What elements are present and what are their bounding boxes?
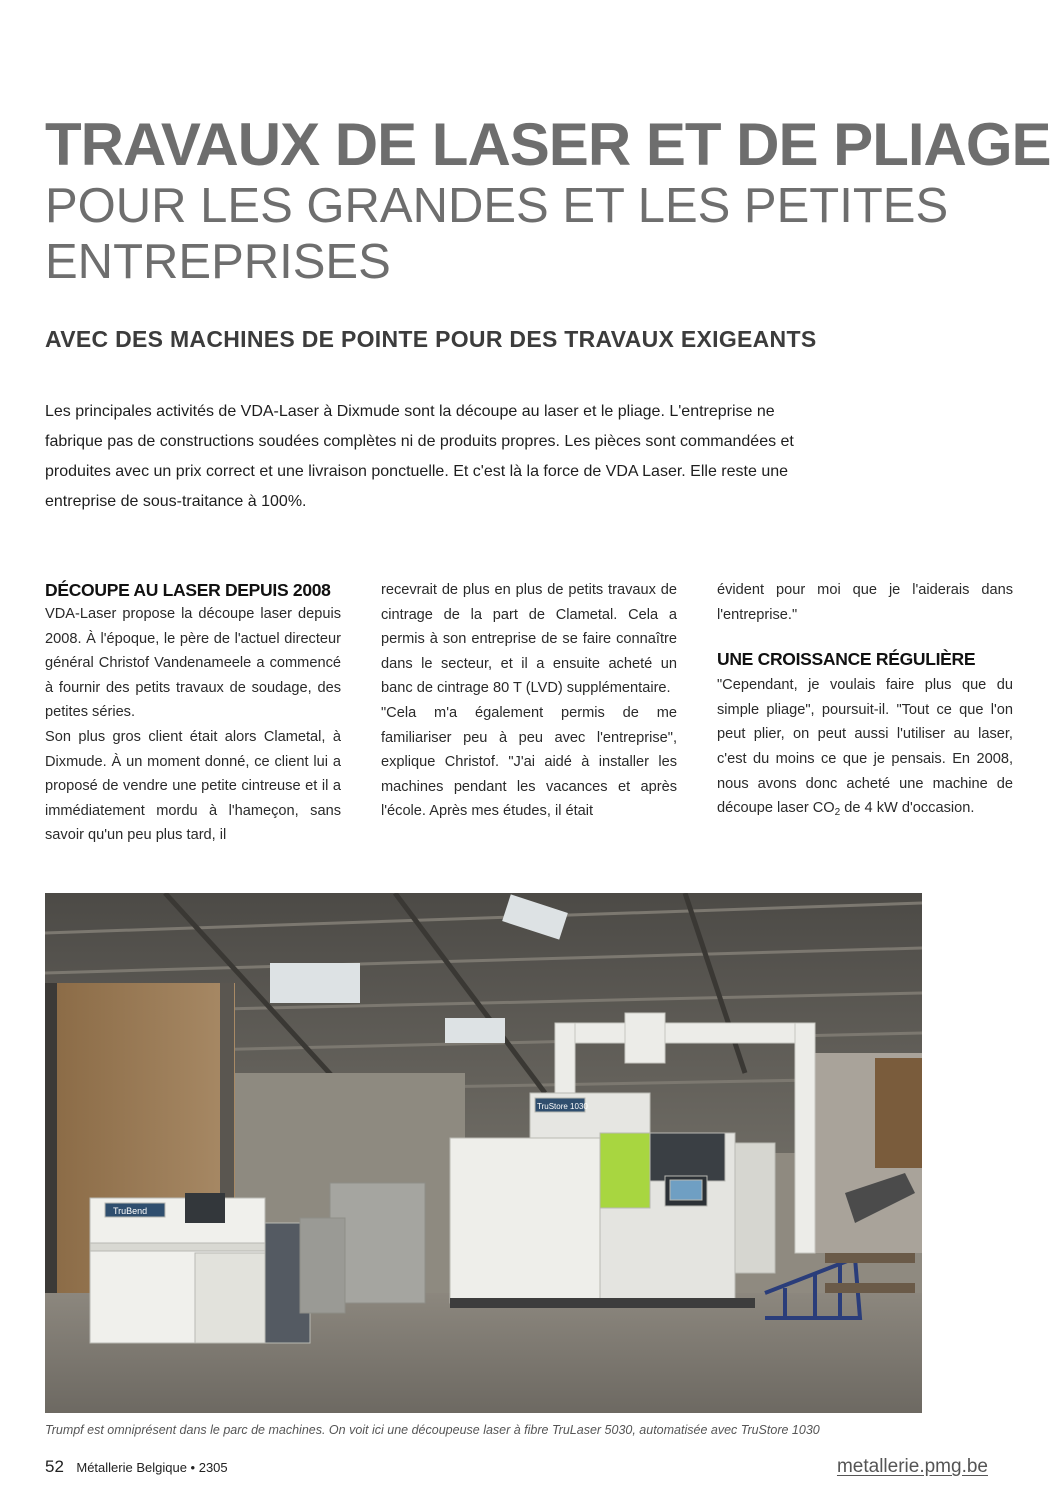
paragraph-text: de 4 kW d'occasion. [840,800,975,817]
article-intro: Les principales activités de VDA-Laser à Dixmude sont la découpe au laser et le pliage. L'entreprise ne fabrique pas de constructions soudées complètes ni de produits propres. Les pièces sont commandées et produites avec un prix correct et une livraison ponctuelle. Et c'est là la force de VDA Laser. Elle reste une entreprise de sous-traitance à 100%. [45,403,794,510]
article-subtitle: AVEC DES MACHINES DE POINTE POUR DES TRAVAUX EXIGEANTS [45,326,817,352]
subscript: 2 [834,807,841,819]
section-heading: UNE CROISSANCE RÉGULIÈRE [717,649,976,670]
paragraph [717,673,1013,823]
article-title-sub: POUR LES GRANDES ET LES PETITES ENTREPRISES [45,179,949,289]
paragraph: recevrait de plus en plus de petits travaux de cintrage de la part de Clametal. Cela a permis à son entreprise de se faire connaître dans le secteur, et il a ensuite acheté un banc de cintrage 80 T (LVD) supplémentaire. [381,582,677,697]
photo-caption: Trumpf est omniprésent dans le parc de machines. On voit ici une découpeuse laser à fibre TruLaser 5030, automatisée avec TruStore 1030 [45,1423,820,1437]
article-photo [45,893,922,1413]
text-column-2 [381,578,677,824]
magazine-issue: Métallerie Belgique • 2305 [76,1460,228,1475]
paragraph-text: "Cependant, je voulais faire plus que du simple pliage", poursuit-il. "Tout ce que l'on peut plier, on peut aussi l'utiliser au laser, c'est du moins ce que je pensais. En 2008, nous avons donc acheté une machine de découpe laser CO [717,677,1013,817]
machine-label-left: TruBend [113,1206,148,1216]
footer-left [45,1457,228,1477]
page-number: 52 [45,1457,64,1476]
paragraph: VDA-Laser propose la découpe laser depuis 2008. À l'époque, le père de l'actuel directeur général Christof Vandenameele a commencé à fournir des petits travaux de soudage, des petites séries. [45,606,341,721]
website-link[interactable]: metallerie.pmg.be [836,1456,988,1477]
article-title: TRAVAUX DE LASER ET DE PLIAGE [45,111,1051,178]
text-column-1 [45,578,341,848]
paragraph: évident pour moi que je l'aiderais dans l'entreprise." [717,582,1013,623]
section-heading: DÉCOUPE AU LASER DEPUIS 2008 [45,580,331,600]
machine-label-right: TruStore 1030 [537,1102,588,1111]
paragraph: "Cela m'a également permis de me familiariser peu à peu avec l'entreprise", explique Christof. "J'ai aidé à installer les machines pendant les vacances et après l'école. Après mes études, il était [381,704,677,820]
paragraph: Son plus gros client était alors Clametal, à Dixmude. À un moment donné, ce client lui a proposé de vendre une petite cintreuse et il a immédiatement mordu à l'hameçon, sans savoir qu'un peu plus tard, il [45,728,341,844]
text-column-3 [717,578,1013,823]
